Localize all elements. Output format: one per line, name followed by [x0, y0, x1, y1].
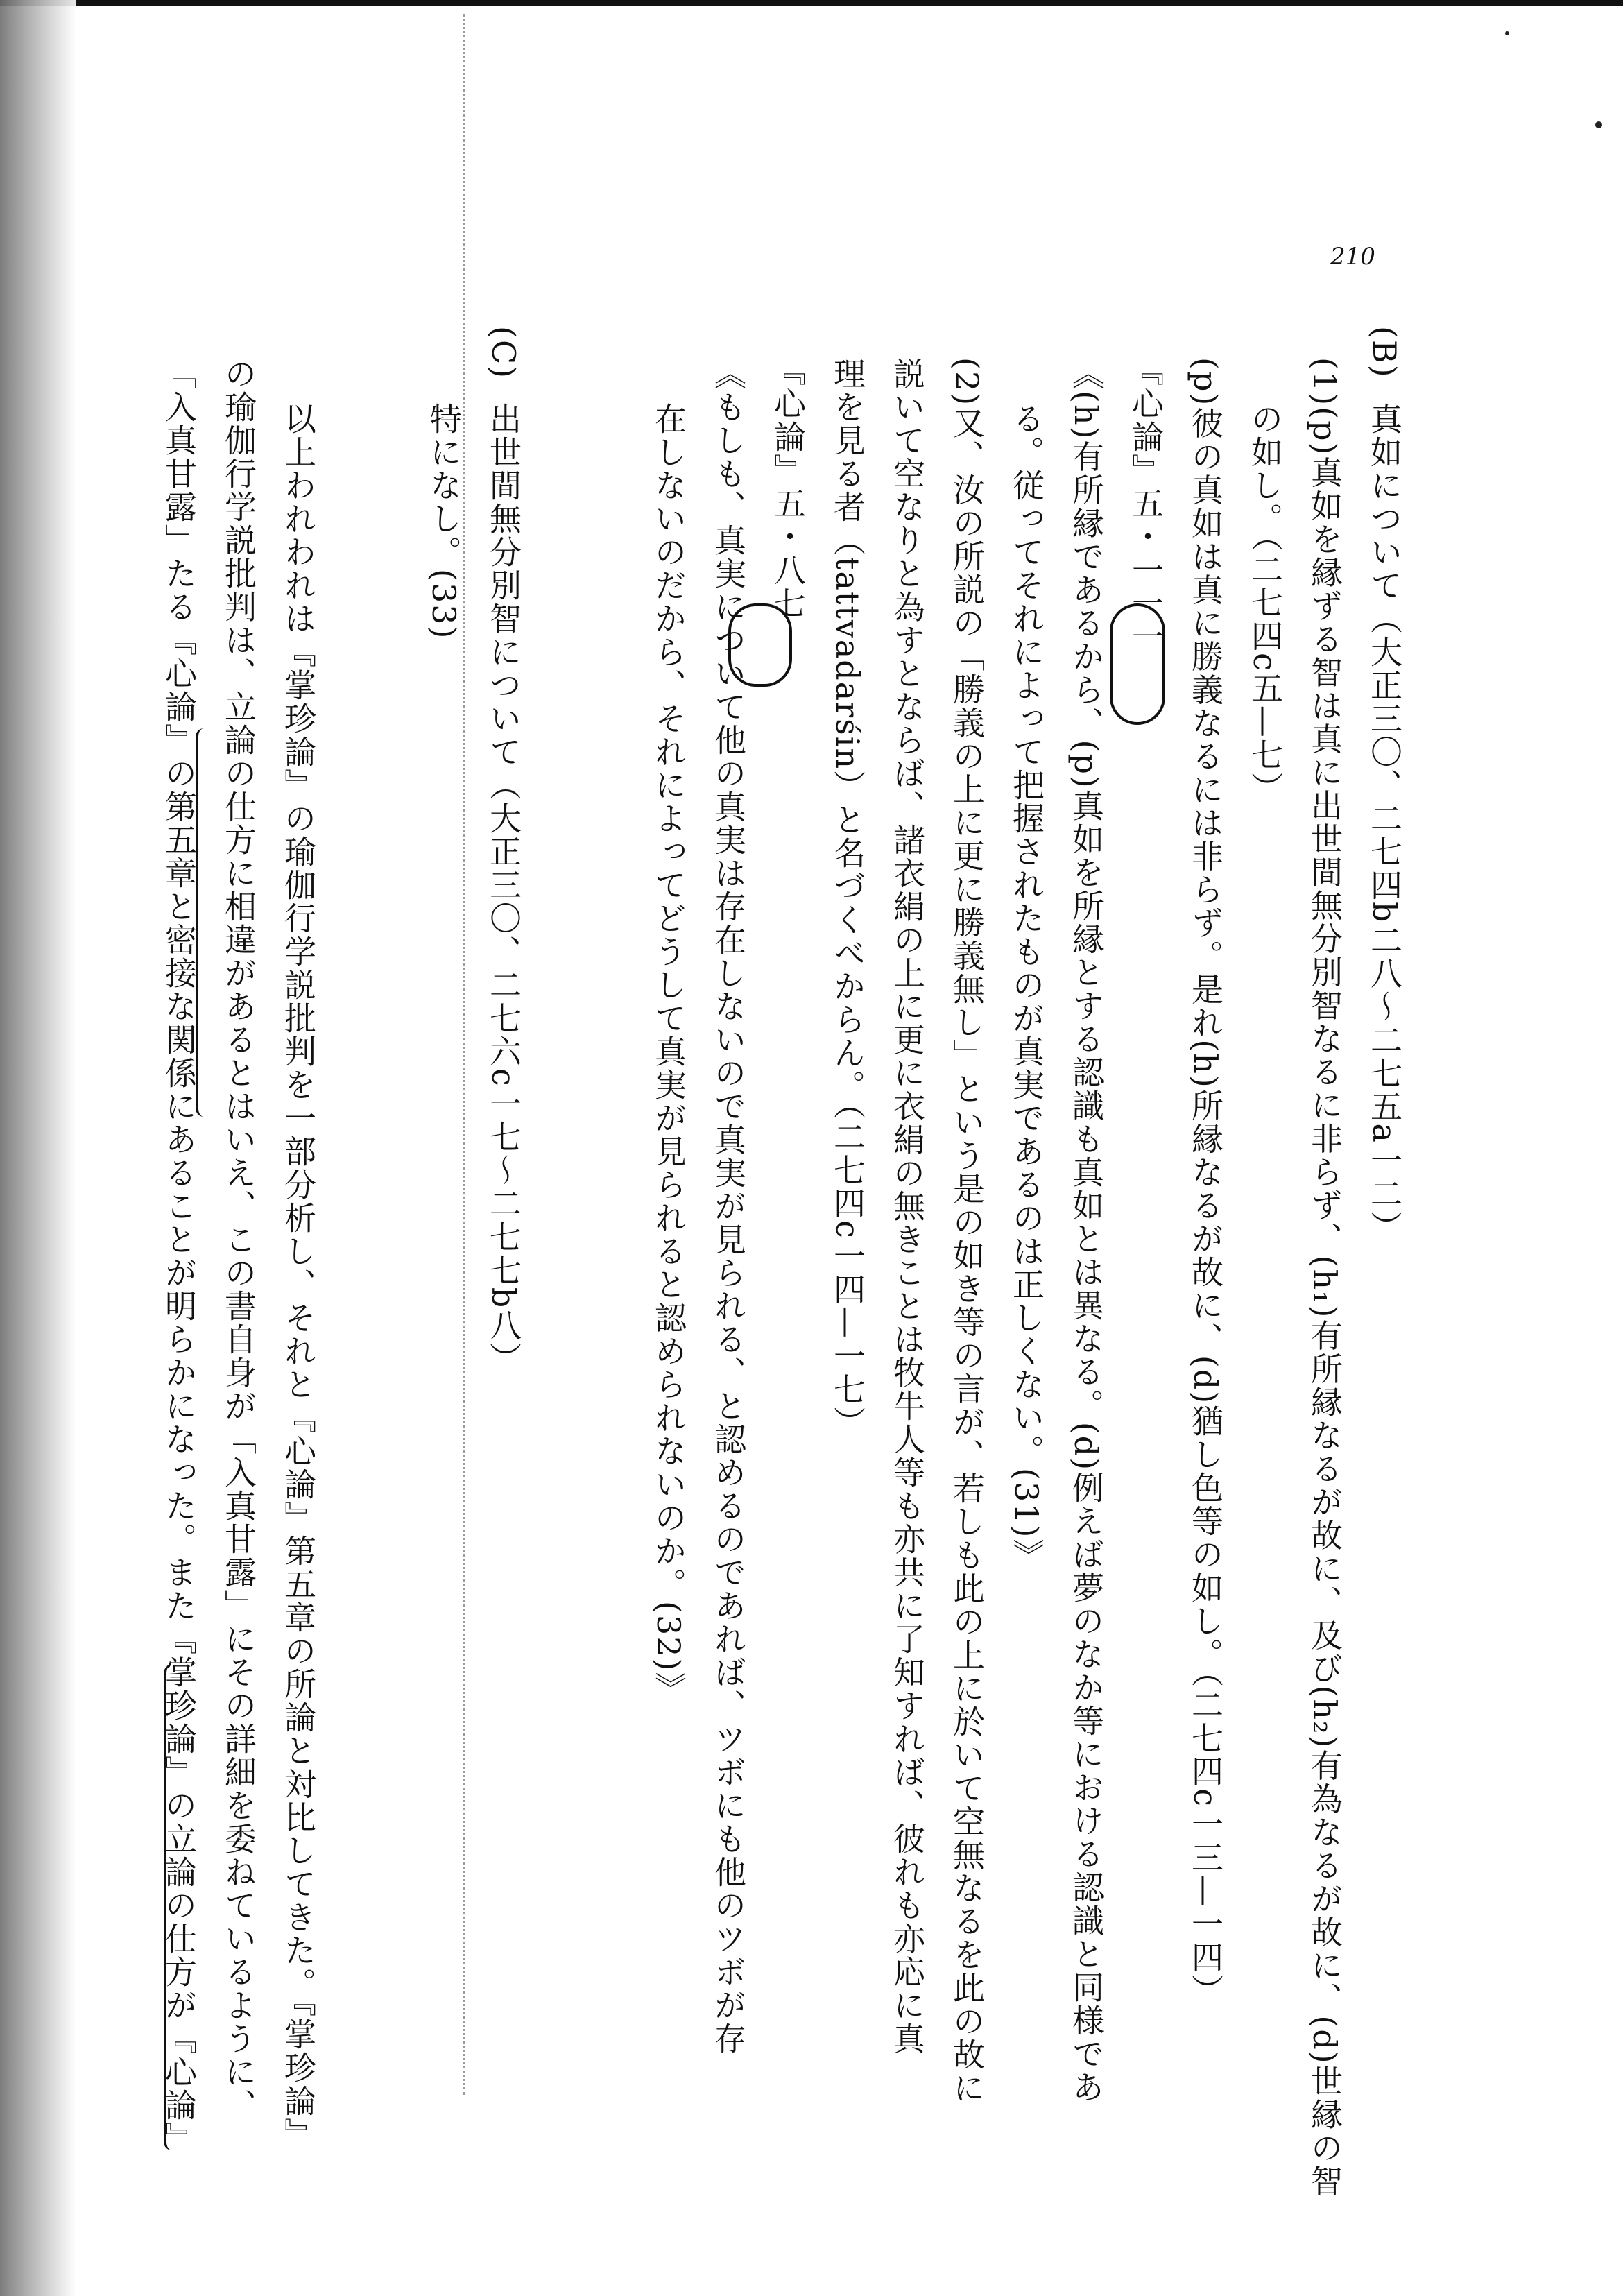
text-column: 説いて空なりと為すとならば、諸衣絹の上に更に衣絹の無きことは牧牛人等も亦共に了知すれば、彼れも亦応に真	[888, 357, 926, 2055]
text-column: (p)彼の真如は真に勝義なるには非らず。是れ(h)所縁なるが故に、(d)猶し色等の如し。（二七四c一三—一四）	[1187, 357, 1224, 2007]
translation-column: 《もしも、真実について他の真実は存在しないので真実が見られる、と認めるのであれば、ツボにも他のツボが存	[710, 357, 747, 2055]
text-column: の如し。（二七四c五—七）	[1246, 402, 1284, 805]
text-column: (2)又、汝の所説の「勝義の上に更に勝義無し」という是の如き等の言が、若しも此の上に於いて空無なるを此の故に	[948, 357, 986, 2105]
page-number: 210	[1330, 243, 1375, 271]
citation-shinron: 『心論』五・一一一	[1127, 354, 1165, 653]
scan-dotted-line	[463, 14, 465, 2095]
handwritten-underline-mark	[196, 728, 212, 1117]
section-heading-c: (C)	[485, 326, 522, 380]
conclusion-column: 以上われわれは『掌珍論』の瑜伽行学説批判を一部分析し、それと『心論』第五章の所論と対比してきた。『掌珍論』	[280, 402, 317, 2151]
handwritten-underline-mark	[164, 1665, 180, 2150]
translation-column: る。従ってそれによって把握されたものが真実であるのは正しくない。(31)》	[1008, 402, 1045, 1573]
handwritten-circle-mark	[1110, 603, 1165, 725]
translation-column: 《(h)有所縁であるから、(p)真如を所縁とする認識も真如とは異なる。(d)例えば夢のなか等における認識と同様であ	[1067, 357, 1105, 2105]
text-column: 特になし。(33)	[425, 402, 463, 640]
heading-shinnyo: 真如について（大正三〇、二七四b二八〜二七五a一二）	[1366, 402, 1403, 1244]
top-edge-rule	[0, 0, 1623, 6]
conclusion-column: 「入真甘露」たる『心論』の第五章と密接な関係にあることが明らかになった。また『掌珍論』の立論の仕方が『心論』	[160, 357, 198, 2155]
handwritten-circle-mark	[728, 603, 792, 687]
conclusion-column: の瑜伽行学説批判は、立論の仕方に相違があるとはいえ、この書自身が「入真甘露」にその詳細を委ねているように、	[220, 357, 257, 2122]
text-column: 理を見る者（tattvadarśin）と名づくべからん。（二七四c一四—一七）	[829, 357, 866, 1439]
scan-speck	[1595, 121, 1602, 128]
section-heading-b: (B)	[1366, 326, 1403, 379]
scan-speck	[1505, 31, 1509, 35]
translation-column: 在しないのだから、それによってどうして真実が見られると認められないのか。(32)》	[650, 402, 687, 1706]
citation-shinron: 『心論』五・八七	[769, 354, 807, 620]
binding-shadow	[0, 0, 76, 2296]
text-column: (1)(p)真如を縁ずる智は真に出世間無分別智なるに非らず、(h₁)有所縁なるが故に、及び(h₂)有為なるが故に、(d)世縁の智	[1306, 357, 1343, 2198]
heading-shussekan: 出世間無分別智について（大正三〇、二七六c一七〜二七七b八）	[485, 402, 522, 1376]
